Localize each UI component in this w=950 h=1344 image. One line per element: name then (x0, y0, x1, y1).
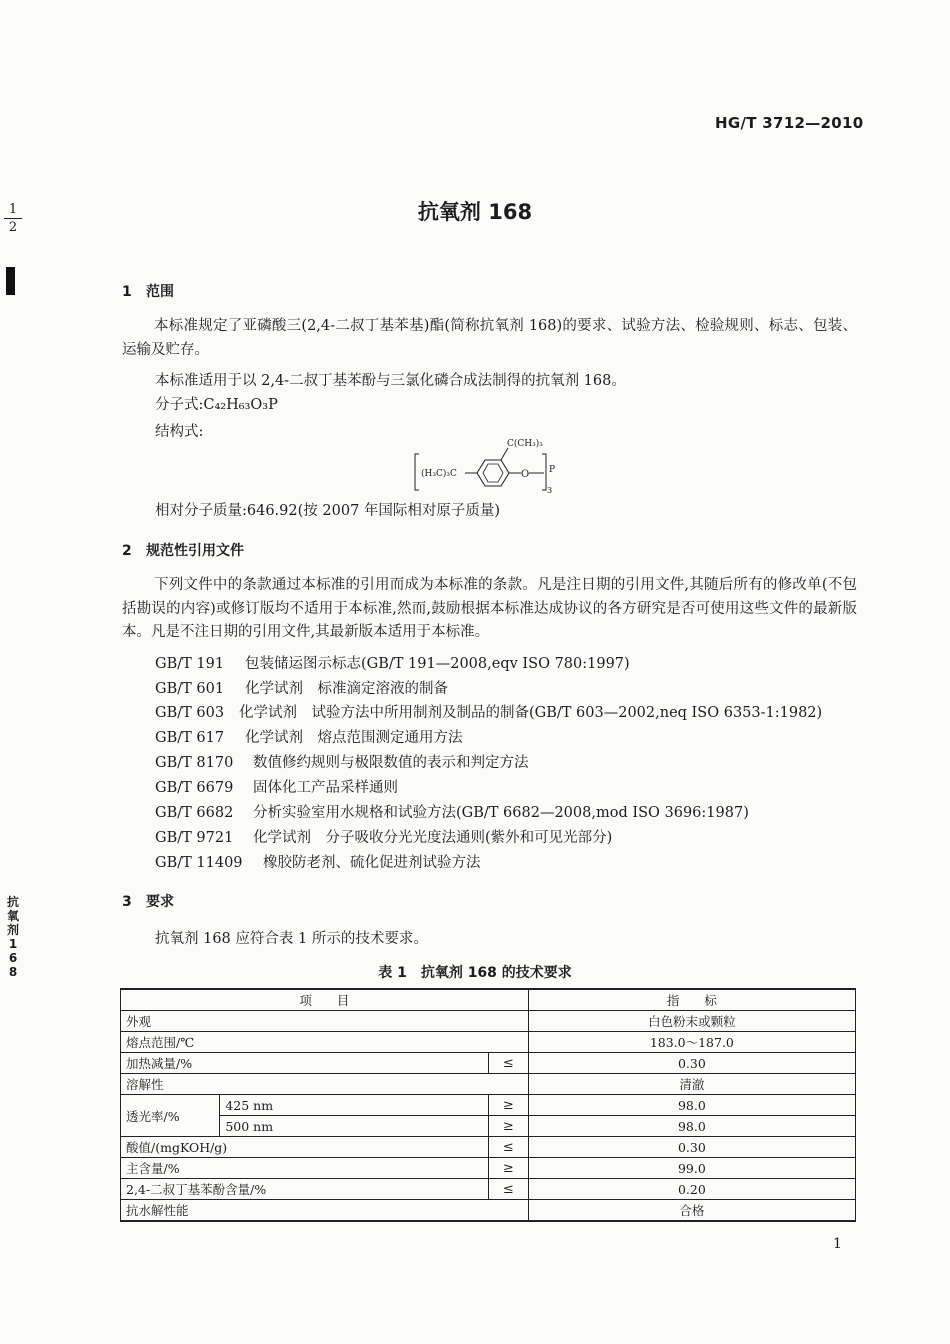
table-row (121, 1053, 856, 1074)
section-title: 要求 (146, 894, 174, 910)
item-cell: 抗水解性能 (121, 1200, 529, 1222)
value-cell: 清澈 (528, 1074, 855, 1095)
value-cell: 98.0 (528, 1095, 855, 1116)
value-cell: 183.0～187.0 (528, 1032, 855, 1053)
sub-item-cell: 500 nm (220, 1116, 489, 1137)
scope-paragraph-1: 本标准规定了亚磷酸三(2,4-二叔丁基苯基)酯(简称抗氧剂 168)的要求、试验方法、检验规则、标志、包装、运输及贮存。 (122, 318, 857, 358)
spec-table (120, 988, 856, 1222)
item-cell: 熔点范围/℃ (121, 1032, 529, 1053)
table-row (121, 1074, 856, 1095)
reference-item (155, 677, 448, 698)
section-number: 2 (122, 543, 132, 559)
normative-paragraph: 下列文件中的条款通过本标准的引用而成为本标准的条款。凡是注日期的引用文件,其随后所有的修改单(不包括勘误的内容)或修订版均不适用于本标准,然而,鼓励根据本标准达成协议的各方研究是否可使用这些文件的最新版本。凡是不注日期的引用文件,其最新版本适用于本标准。 (122, 577, 857, 640)
fraction-numerator: 1 (8, 202, 18, 217)
reference-code: GB/T 6679 (155, 780, 234, 796)
reference-title: 化学试剂 试验方法中所用制剂及制品的制备(GB/T 603—2002,neq ISO 6353-1:1982) (239, 705, 823, 721)
tert-butyl-left: (H₃C)₃C (421, 469, 457, 479)
reference-code: GB/T 603 (155, 705, 225, 721)
sub-item-cell: 425 nm (220, 1095, 489, 1116)
table-row (121, 1116, 856, 1137)
value-cell: 98.0 (528, 1116, 855, 1137)
section-title: 规范性引用文件 (146, 543, 244, 559)
comparison-symbol: ≤ (488, 1137, 528, 1158)
structure-label: 结构式: (155, 424, 204, 440)
reference-title: 化学试剂 标准滴定溶液的制备 (245, 681, 448, 697)
comparison-symbol: ≥ (488, 1158, 528, 1179)
reference-code: GB/T 191 (155, 656, 225, 672)
item-cell: 透光率/% (121, 1095, 220, 1137)
side-vertical-title: 抗氧剂168 (6, 895, 19, 979)
scope-paragraph-2: 本标准适用于以 2,4-二叔丁基苯酚与三氯化磷合成法制得的抗氧剂 168。 (155, 373, 626, 389)
reference-item (155, 751, 529, 772)
table-row (121, 1137, 856, 1158)
phosphorus-atom: P (549, 465, 556, 475)
reference-title: 橡胶防老剂、硫化促进剂试验方法 (263, 855, 481, 871)
value-cell: 0.30 (528, 1053, 855, 1074)
reference-code: GB/T 11409 (155, 855, 243, 871)
section-heading-normative (122, 540, 244, 560)
comparison-symbol: ≥ (488, 1095, 528, 1116)
table-row (121, 1095, 856, 1116)
oxygen-atom: O (521, 469, 530, 480)
reference-code: GB/T 617 (155, 730, 225, 746)
table-row (121, 1011, 856, 1032)
comparison-symbol: ≤ (488, 1053, 528, 1074)
reference-code: GB/T 601 (155, 681, 225, 697)
table-row (121, 1032, 856, 1053)
page-number: 1 (833, 1236, 842, 1252)
reference-code: GB/T 8170 (155, 755, 234, 771)
formula-value: C₄₂H₆₃O₃P (203, 397, 278, 413)
tert-butyl-top: C(CH₃)₃ (507, 439, 543, 449)
reference-item (155, 801, 749, 822)
reference-item (155, 826, 612, 847)
table-row (121, 1200, 856, 1222)
reference-title: 固体化工产品采样通则 (253, 780, 398, 796)
item-cell: 加热减量/% (121, 1053, 489, 1074)
header-item: 项 目 (121, 989, 529, 1011)
table-header-row (121, 989, 856, 1011)
standard-code: HG/T 3712—2010 (715, 114, 864, 132)
item-cell: 2,4-二叔丁基苯酚含量/% (121, 1179, 489, 1200)
fraction-denominator: 2 (8, 220, 18, 235)
value-cell: 99.0 (528, 1158, 855, 1179)
item-cell: 溶解性 (121, 1074, 529, 1095)
reference-item (155, 701, 822, 722)
reference-item (155, 726, 463, 747)
comparison-symbol: ≥ (488, 1116, 528, 1137)
requirements-paragraph: 抗氧剂 168 应符合表 1 所示的技术要求。 (155, 931, 428, 947)
table-row (121, 1158, 856, 1179)
reference-title: 数值修约规则与极限数值的表示和判定方法 (253, 755, 529, 771)
table-row (121, 1179, 856, 1200)
value-cell: 合格 (528, 1200, 855, 1222)
item-cell: 主含量/% (121, 1158, 489, 1179)
reference-title: 包装储运图示标志(GB/T 191—2008,eqv ISO 780:1997) (245, 656, 630, 672)
item-cell: 外观 (121, 1011, 529, 1032)
bracket-subscript: 3 (547, 486, 553, 494)
reference-item (155, 851, 481, 872)
section-heading-scope (122, 281, 174, 301)
reference-item (155, 776, 398, 797)
reference-title: 化学试剂 熔点范围测定通用方法 (245, 730, 463, 746)
reference-code: GB/T 9721 (155, 830, 234, 846)
item-cell: 酸值/(mgKOH/g) (121, 1137, 489, 1158)
value-cell: 0.20 (528, 1179, 855, 1200)
section-number: 1 (122, 284, 132, 300)
section-number: 3 (122, 894, 132, 910)
table-caption: 表 1 抗氧剂 168 的技术要求 (378, 965, 572, 981)
reference-item (155, 652, 630, 673)
document-title: 抗氧剂 168 (417, 200, 533, 224)
value-cell: 0.30 (528, 1137, 855, 1158)
value-cell: 白色粉末或颗粒 (528, 1011, 855, 1032)
reference-title: 分析实验室用水规格和试验方法(GB/T 6682—2008,mod ISO 3696:1987) (253, 805, 749, 821)
structural-formula (413, 432, 563, 494)
section-title: 范围 (146, 284, 174, 300)
reference-code: GB/T 6682 (155, 805, 234, 821)
section-heading-requirements (122, 891, 174, 911)
reference-title: 化学试剂 分子吸收分光光度法通则(紫外和可见光部分) (253, 830, 613, 846)
binding-marker (6, 267, 15, 295)
formula-label: 分子式: (155, 397, 204, 413)
molecular-formula (155, 393, 278, 414)
comparison-symbol: ≤ (488, 1179, 528, 1200)
molecular-mass: 相对分子质量:646.92(按 2007 年国际相对原子质量) (155, 503, 501, 519)
header-value: 指 标 (528, 989, 855, 1011)
